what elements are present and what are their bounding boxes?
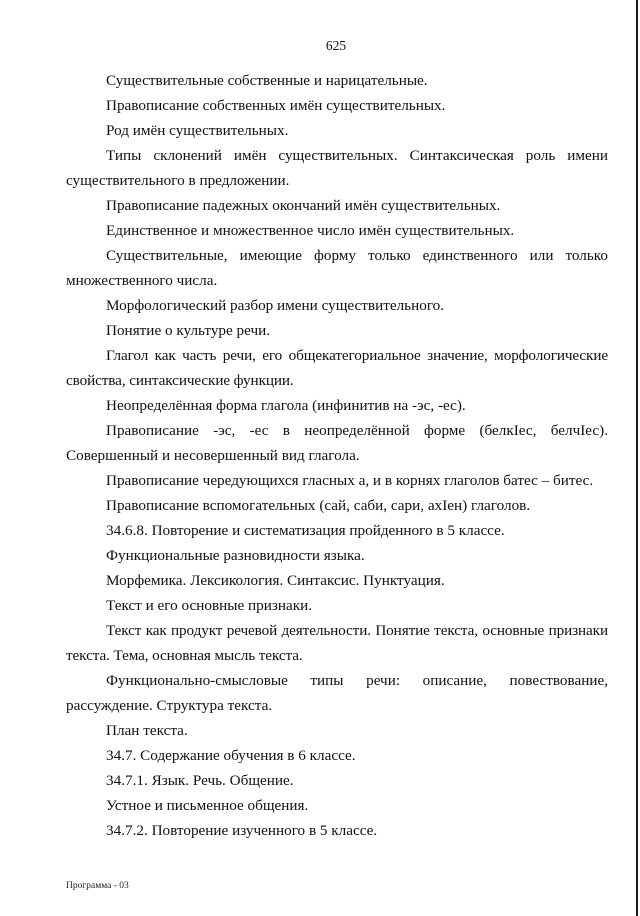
paragraph: Единственное и множественное число имён существительных. xyxy=(106,222,515,239)
section-heading: 34.6.8. Повторение и систематизация пройденного в 5 классе. xyxy=(106,522,505,539)
page-number: 625 xyxy=(325,38,347,53)
page-edge-line xyxy=(636,0,638,916)
paragraph: Текст как продукт речевой деятельности. Понятие текста, основные признаки текста. Тема, основная мысль текста. xyxy=(66,622,608,664)
section-heading: 34.7. Содержание обучения в 6 классе. xyxy=(106,747,356,764)
paragraph: Типы склонений имён существительных. Синтаксическая роль имени существительного в предложении. xyxy=(66,147,608,189)
paragraph: Глагол как часть речи, его общекатегориальное значение, морфологические свойства, синтаксические функции. xyxy=(66,347,608,389)
section-heading: 34.7.1. Язык. Речь. Общение. xyxy=(106,772,294,789)
paragraph: Морфемика. Лексикология. Синтаксис. Пунктуация. xyxy=(106,572,445,589)
section-heading: 34.7.2. Повторение изученного в 5 классе. xyxy=(106,822,378,839)
paragraph: Существительные, имеющие форму только единственного или только множественного числа. xyxy=(66,247,608,289)
paragraph: Неопределённая форма глагола (инфинитив на -эс, -ес). xyxy=(106,397,466,414)
paragraph: Род имён существительных. xyxy=(106,122,289,139)
paragraph: Текст и его основные признаки. xyxy=(106,597,313,614)
paragraph: Морфологический разбор имени существительного. xyxy=(106,297,445,314)
paragraph: План текста. xyxy=(106,722,188,739)
paragraph: Функционально-смысловые типы речи: описание, повествование, рассуждение. Структура текста. xyxy=(66,672,608,714)
page-footer: Программа - 03 xyxy=(66,881,129,891)
paragraph: Существительные собственные и нарицательные. xyxy=(106,72,428,89)
paragraph: Понятие о культуре речи. xyxy=(106,322,271,339)
paragraph: Правописание -эс, -ес в неопределённой форме (белкIес, белчIес). Совершенный и несовершенный вид глагола. xyxy=(66,422,608,464)
paragraph: Устное и письменное общения. xyxy=(106,797,309,814)
paragraph: Правописание вспомогательных (сай, саби, сари, axIeн) глаголов. xyxy=(106,497,531,514)
paragraph: Правописание собственных имён существительных. xyxy=(106,97,446,114)
page-body xyxy=(66,68,608,843)
paragraph: Функциональные разновидности языка. xyxy=(106,547,365,564)
paragraph: Правописание чередующихся гласных а, и в корнях глаголов батес – битес. xyxy=(106,472,594,489)
paragraph: Правописание падежных окончаний имён существительных. xyxy=(106,197,501,214)
